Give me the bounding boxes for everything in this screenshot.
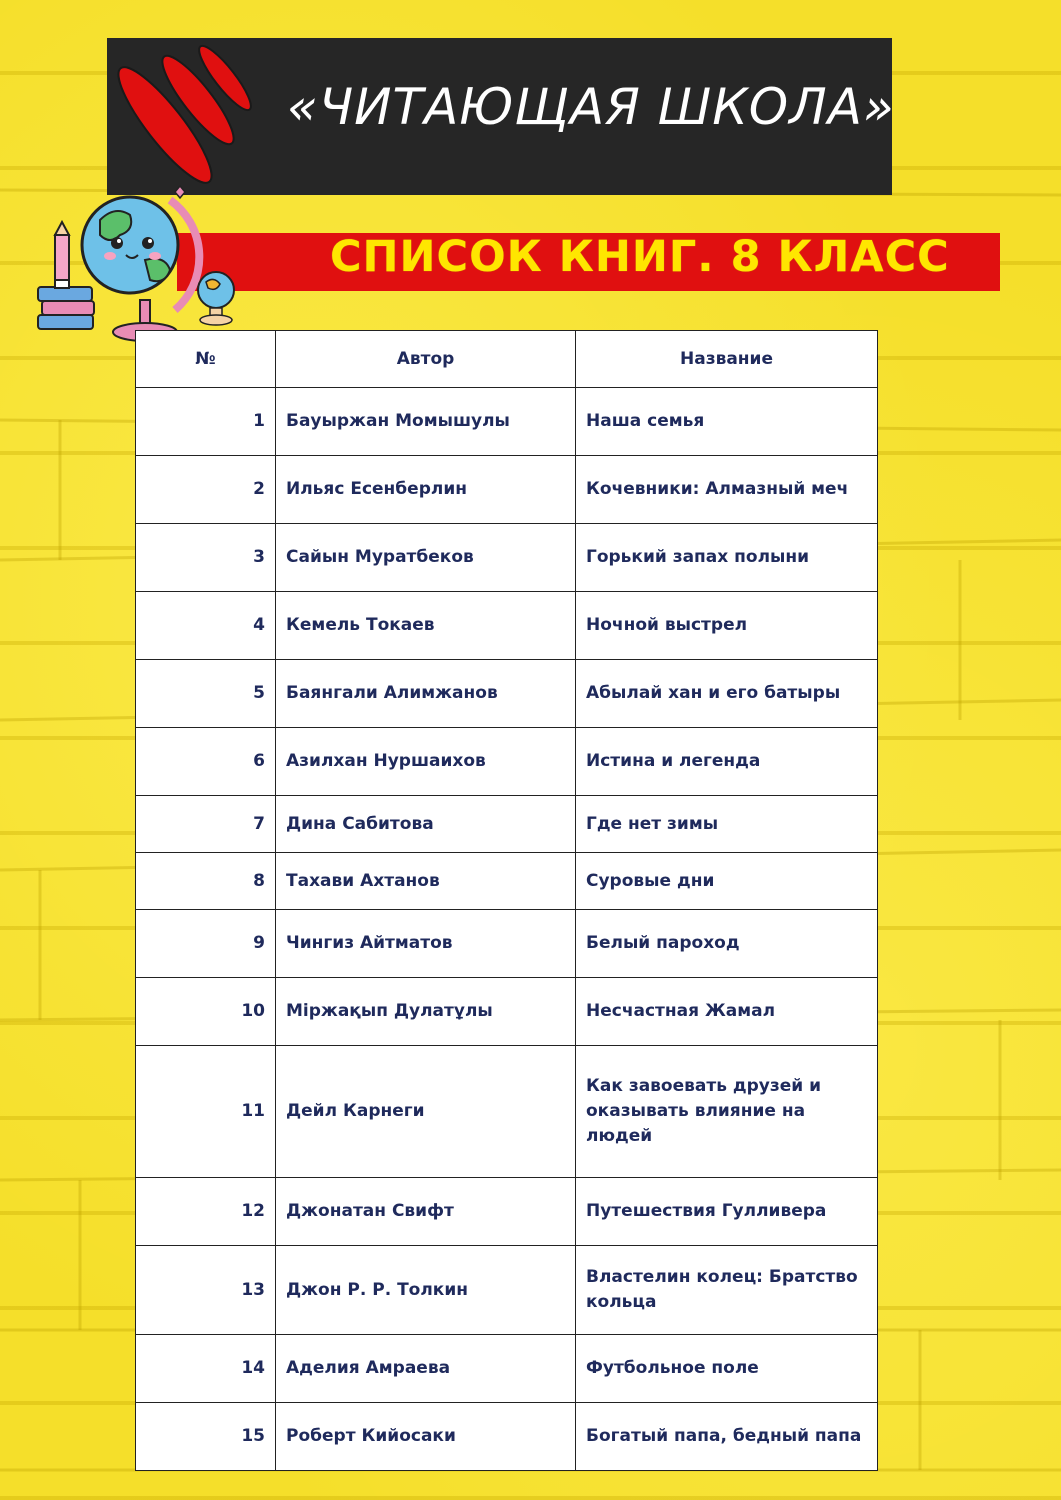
- row-author: Кемель Токаев: [276, 592, 576, 660]
- table-header-row: [136, 331, 878, 388]
- row-number: 9: [136, 910, 276, 978]
- row-author: Джонатан Свифт: [276, 1178, 576, 1246]
- row-number: 7: [136, 796, 276, 853]
- row-title: Горький запах полыни: [576, 524, 878, 592]
- table-row: [136, 728, 878, 796]
- row-title: Белый пароход: [576, 910, 878, 978]
- row-author: Ильяс Есенберлин: [276, 456, 576, 524]
- column-header-title: Название: [576, 331, 878, 388]
- row-title: Где нет зимы: [576, 796, 878, 853]
- row-title: Несчастная Жамал: [576, 978, 878, 1046]
- column-header-author: Автор: [276, 331, 576, 388]
- table-row: [136, 660, 878, 728]
- row-title: Богатый папа, бедный папа: [576, 1403, 878, 1471]
- row-title: Ночной выстрел: [576, 592, 878, 660]
- table-row: [136, 910, 878, 978]
- row-number: 13: [136, 1246, 276, 1335]
- row-author: Роберт Кийосаки: [276, 1403, 576, 1471]
- row-title: Путешествия Гулливера: [576, 1178, 878, 1246]
- row-number: 3: [136, 524, 276, 592]
- table-row: [136, 456, 878, 524]
- column-header-number: №: [136, 331, 276, 388]
- row-author: Чингиз Айтматов: [276, 910, 576, 978]
- row-author: Азилхан Нуршаихов: [276, 728, 576, 796]
- small-globe-icon: [198, 272, 234, 325]
- pencil-icon: [55, 222, 69, 288]
- table-row: [136, 978, 878, 1046]
- page-subtitle: СПИСОК КНИГ. 8 КЛАСС: [330, 232, 950, 282]
- row-title: Футбольное поле: [576, 1335, 878, 1403]
- row-title: Наша семья: [576, 388, 878, 456]
- table-row: [136, 1046, 878, 1178]
- row-number: 14: [136, 1335, 276, 1403]
- row-author: Дина Сабитова: [276, 796, 576, 853]
- row-title: Абылай хан и его батыры: [576, 660, 878, 728]
- table-row: [136, 592, 878, 660]
- row-author: Аделия Амраева: [276, 1335, 576, 1403]
- row-number: 2: [136, 456, 276, 524]
- table-row: [136, 388, 878, 456]
- book-list-table: [135, 330, 878, 1471]
- row-number: 5: [136, 660, 276, 728]
- globe-mascot-icon: [82, 186, 199, 341]
- row-number: 11: [136, 1046, 276, 1178]
- row-author: Міржақып Дулатұлы: [276, 978, 576, 1046]
- row-number: 12: [136, 1178, 276, 1246]
- row-author: Дейл Карнеги: [276, 1046, 576, 1178]
- row-title: Властелин колец: Братство кольца: [576, 1246, 878, 1335]
- books-stack-icon: [38, 287, 94, 329]
- table-row: [136, 1403, 878, 1471]
- table-row: [136, 1335, 878, 1403]
- table-row: [136, 1246, 878, 1335]
- row-title: Суровые дни: [576, 853, 878, 910]
- row-number: 10: [136, 978, 276, 1046]
- row-author: Баянгали Алимжанов: [276, 660, 576, 728]
- row-title: Кочевники: Алмазный меч: [576, 456, 878, 524]
- row-author: Бауыржан Момышулы: [276, 388, 576, 456]
- table-row: [136, 853, 878, 910]
- row-author: Сайын Муратбеков: [276, 524, 576, 592]
- row-author: Джон Р. Р. Толкин: [276, 1246, 576, 1335]
- table-row: [136, 1178, 878, 1246]
- red-stripes-icon: [110, 30, 270, 200]
- page-title: «ЧИТАЮЩАЯ ШКОЛА»: [287, 78, 895, 136]
- row-number: 6: [136, 728, 276, 796]
- row-number: 8: [136, 853, 276, 910]
- row-number: 15: [136, 1403, 276, 1471]
- row-title: Как завоевать друзей и оказывать влияние на людей: [576, 1046, 878, 1178]
- table-row: [136, 796, 878, 853]
- row-number: 1: [136, 388, 276, 456]
- school-illustration: [30, 180, 250, 350]
- row-title: Истина и легенда: [576, 728, 878, 796]
- row-number: 4: [136, 592, 276, 660]
- row-author: Тахави Ахтанов: [276, 853, 576, 910]
- table-row: [136, 524, 878, 592]
